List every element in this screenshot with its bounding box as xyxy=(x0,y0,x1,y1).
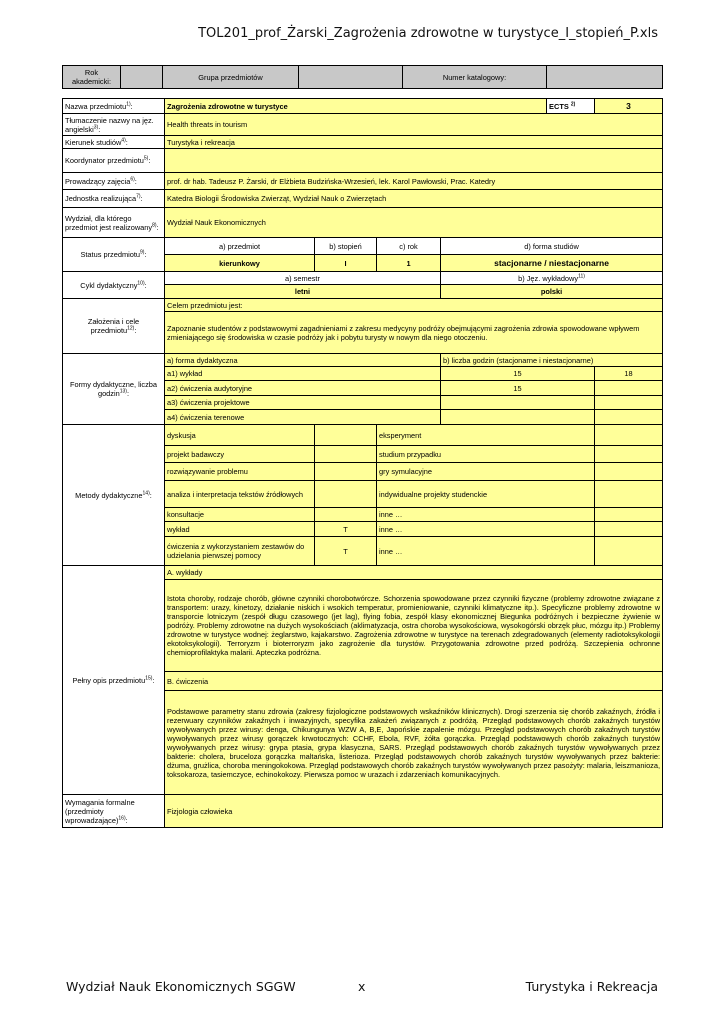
kier-value[interactable]: Turystyka i rekreacja xyxy=(165,136,663,149)
course-syllabus-table xyxy=(62,98,663,828)
koord-value[interactable] xyxy=(165,149,663,173)
cykl-b-header: b) Jęz. wykładowy$^{11)}$ xyxy=(441,272,663,285)
metoda-left-mark[interactable] xyxy=(315,446,377,463)
status-d-value[interactable]: stacjonarne / niestacjonarne xyxy=(441,255,663,272)
forma-row-name: a4) ćwiczenia terenowe xyxy=(165,410,441,425)
metoda-left: rozwiązywanie problemu xyxy=(165,463,315,481)
metoda-left-mark[interactable]: T xyxy=(315,522,377,537)
numer-value[interactable] xyxy=(547,66,663,89)
zal-line1[interactable]: Celem przedmiotu jest: xyxy=(165,299,663,312)
tlum-label: Tłumaczenie nazwy na jęz. angielski$^{3)}$: xyxy=(63,114,165,136)
metoda-left-mark[interactable] xyxy=(315,463,377,481)
metoda-left-mark[interactable] xyxy=(315,425,377,446)
zal-text[interactable]: Zapoznanie studentów z podstawowymi zagadnieniami z zakresu medycyny podróży obejmującymi zagrożenia zdrowia spowodowane wpływem zmieniającego się środowiska w czasie podróży jak i pobytu turysty w nowym dla niego otoczeniu. xyxy=(165,312,663,354)
status-d-header: d) forma studiów xyxy=(441,238,663,255)
ects-label: ECTS $^{2)}$ xyxy=(547,99,595,114)
metoda-left-mark[interactable] xyxy=(315,508,377,522)
metoda-right: indywidualne projekty studenckie xyxy=(377,481,595,508)
metoda-left-mark[interactable]: T xyxy=(315,537,377,566)
metoda-right-mark[interactable] xyxy=(595,508,663,522)
metody-label: Metody dydaktyczne$^{14)}$: xyxy=(63,425,165,566)
metoda-right-mark[interactable] xyxy=(595,537,663,566)
zal-label: Założenia i cele przedmiotu$^{12)}$: xyxy=(63,299,165,354)
rok-value[interactable] xyxy=(121,66,163,89)
status-c-header: c) rok xyxy=(377,238,441,255)
opis-label: Pełny opis przedmiotu$^{15)}$: xyxy=(63,566,165,795)
metoda-left: ćwiczenia z wykorzystaniem zestawów do udzielania pierwszej pomocy xyxy=(165,537,315,566)
nazwa-value[interactable]: Zagrożenia zdrowotne w turystyce xyxy=(165,99,547,114)
wydz-label: Wydział, dla którego przedmiot jest realizowany$^{8)}$: xyxy=(63,208,165,238)
metoda-right-mark[interactable] xyxy=(595,463,663,481)
footer-left: Wydział Nauk Ekonomicznych SGGW xyxy=(66,979,296,994)
jedn-value[interactable]: Katedra Biologii Środowiska Zwierząt, Wydział Nauk o Zwierzętach xyxy=(165,190,663,208)
footer-middle: x xyxy=(358,979,366,994)
opis-b-text[interactable]: Podstawowe parametry stanu zdrowia (zakresy fizjologiczne podstawowych wskaźników klinicznych). Drogi szerzenia się chorób zakaźnych, źródła i rezerwuary czynników zakaźnych i inwazyjnych, specyfika zakażeń związanych z podróżą. Przegląd podstawowych chorób zakaźnych turystów wywoływanych przez wirusy: denga, Chikungunya WZW A, B,E, Japońskie zapalenie mózgu. Przegląd podstawowych chorób zakaźnych turystów wywoływanych przez wirusy gorączek krwotocznych: CCHF, Ebola, RVF, żółta gorączka. Przegląd podstawowych chorób zakaźnych turystów wywoływanych przez wirusy: grypa ptasia, grypa klasyczna, SARS. Przegląd podstawowych chorób zakaźnych turystów wywoływanych przez bakterie: cholera, bruceloza gorączka maltańska, listerioza. Przegląd podstawowych chorób zakaźnych turystów wywoływanych przez bakterie: dżuma, grużlica, choroba meningokokowa. Przegląd podstawowych chorób zakaźnych turystów wywoływanych przez pasożyty: malaria, leiszmanioza, toksokaroza, tasiemczyce, echinokokozy. Pierwsza pomoc w urazach i zdarzeniach komunikacyjnych. xyxy=(165,691,663,795)
metoda-right-mark[interactable] xyxy=(595,446,663,463)
metoda-right: studium przypadku xyxy=(377,446,595,463)
grupa-label: Grupa przedmiotów xyxy=(163,66,299,89)
nazwa-label: Nazwa przedmiotu$^{1)}$: xyxy=(63,99,165,114)
top-header-table xyxy=(62,65,663,89)
formy-a-header: a) forma dydaktyczna xyxy=(165,354,441,367)
forma-row-niestacjonarne[interactable] xyxy=(595,396,663,410)
opis-b-heading: B. ćwiczenia xyxy=(165,672,663,691)
numer-label: Numer katalogowy: xyxy=(403,66,547,89)
document-filename: TOL201_prof_Żarski_Zagrożenia zdrowotne w turystyce_I_stopień_P.xls xyxy=(198,26,658,41)
status-a-value[interactable]: kierunkowy xyxy=(165,255,315,272)
metoda-left: konsultacje xyxy=(165,508,315,522)
cykl-label: Cykl dydaktyczny$^{10)}$: xyxy=(63,272,165,299)
metoda-left: analiza i interpretacja tekstów źródłowych xyxy=(165,481,315,508)
forma-row-stacjonarne[interactable] xyxy=(441,410,595,425)
ects-value[interactable]: 3 xyxy=(595,99,663,114)
forma-row-niestacjonarne[interactable] xyxy=(595,381,663,396)
metoda-right: gry symulacyjne xyxy=(377,463,595,481)
forma-row-name: a3) ćwiczenia projektowe xyxy=(165,396,441,410)
forma-row-name: a1) wykład xyxy=(165,367,441,381)
formy-b-header: b) liczba godzin (stacjonarne i niestacjonarne) xyxy=(441,354,663,367)
tlum-value[interactable]: Health threats in tourism xyxy=(165,114,663,136)
status-a-header: a) przedmiot xyxy=(165,238,315,255)
forma-row-name: a2) ćwiczenia audytoryjne xyxy=(165,381,441,396)
status-b-value[interactable]: I xyxy=(315,255,377,272)
wymagania-value[interactable]: Fizjologia człowieka xyxy=(165,795,663,828)
grupa-value[interactable] xyxy=(299,66,403,89)
forma-row-stacjonarne[interactable]: 15 xyxy=(441,381,595,396)
metoda-left: projekt badawczy xyxy=(165,446,315,463)
forma-row-stacjonarne[interactable] xyxy=(441,396,595,410)
metoda-right: inne … xyxy=(377,537,595,566)
metoda-right-mark[interactable] xyxy=(595,481,663,508)
forma-row-stacjonarne[interactable]: 15 xyxy=(441,367,595,381)
rok-label: Rok akademicki: xyxy=(63,66,121,89)
koord-label: Koordynator przedmiotu$^{5)}$: xyxy=(63,149,165,173)
status-b-header: b) stopień xyxy=(315,238,377,255)
cykl-a-header: a) semestr xyxy=(165,272,441,285)
wymagania-label: Wymagania formalne (przedmioty wprowadzające)$^{16)}$: xyxy=(63,795,165,828)
metoda-left-mark[interactable] xyxy=(315,481,377,508)
formy-label: Formy dydaktyczne, liczba godzin$^{13)}$: xyxy=(63,354,165,425)
cykl-b-value[interactable]: polski xyxy=(441,285,663,299)
wydz-value[interactable]: Wydział Nauk Ekonomicznych xyxy=(165,208,663,238)
metoda-right: inne … xyxy=(377,508,595,522)
metoda-right: inne … xyxy=(377,522,595,537)
opis-a-text[interactable]: Istota choroby, rodzaje chorób, główne czynniki chorobotwórcze. Schorzenia spowodowane przez czynniki fizyczne (problemy zdrowotne związane z transportem: urazy, kinetozy, działanie niskich i wsokich temperatur, promieniowanie, czynniki klimatyczne itp.). Specyficzne problemy zdrowotne w transporcie lotniczym (zespół długu czasowego (jet lag), flying fobia, zespół klasy ekonomicznej Biegunka podróżnych i bezpieczne żywienie w podróży. Problemy zdrowotne na dużych wysokościach (aklimatyzacja, ostra choroba wysokościowa, wysokogórski obrzęk płuc, mózgu itp.) Problemy zdrowotne w turystyce wodnej: żeglarstwo, kajakarstwo. Zagrożenia zdrowotne w turystyce na terenach zdegradowanych (elementy radiotoksykologii ekotoksykologii). Terroryzm i bioterroryzm jako zagrożenie dla turystów. Przygotowania zdrowotne przed podróżą. Szczepienia ochronne chemioprofilaktyka malarii. Apteczka podróżna. xyxy=(165,580,663,672)
prow-label: Prowadzący zajęcia$^{6)}$: xyxy=(63,173,165,190)
opis-a-heading: A. wykłady xyxy=(165,566,663,580)
metoda-left: dyskusja xyxy=(165,425,315,446)
footer-right: Turystyka i Rekreacja xyxy=(525,979,658,994)
metoda-right-mark[interactable] xyxy=(595,522,663,537)
metoda-right: eksperyment xyxy=(377,425,595,446)
kier-label: Kierunek studiów$^{4)}$: xyxy=(63,136,165,149)
metoda-left: wykład xyxy=(165,522,315,537)
status-c-value[interactable]: 1 xyxy=(377,255,441,272)
metoda-right-mark[interactable] xyxy=(595,425,663,446)
forma-row-niestacjonarne[interactable]: 18 xyxy=(595,367,663,381)
cykl-a-value[interactable]: letni xyxy=(165,285,441,299)
jedn-label: Jednostka realizująca$^{7)}$: xyxy=(63,190,165,208)
status-label: Status przedmiotu$^{9)}$: xyxy=(63,238,165,272)
forma-row-niestacjonarne[interactable] xyxy=(595,410,663,425)
prow-value[interactable]: prof. dr hab. Tadeusz P. Żarski, dr Elżbieta Budzińska-Wrzesień, lek. Karol Pawłowski, Prac. Katedry xyxy=(165,173,663,190)
